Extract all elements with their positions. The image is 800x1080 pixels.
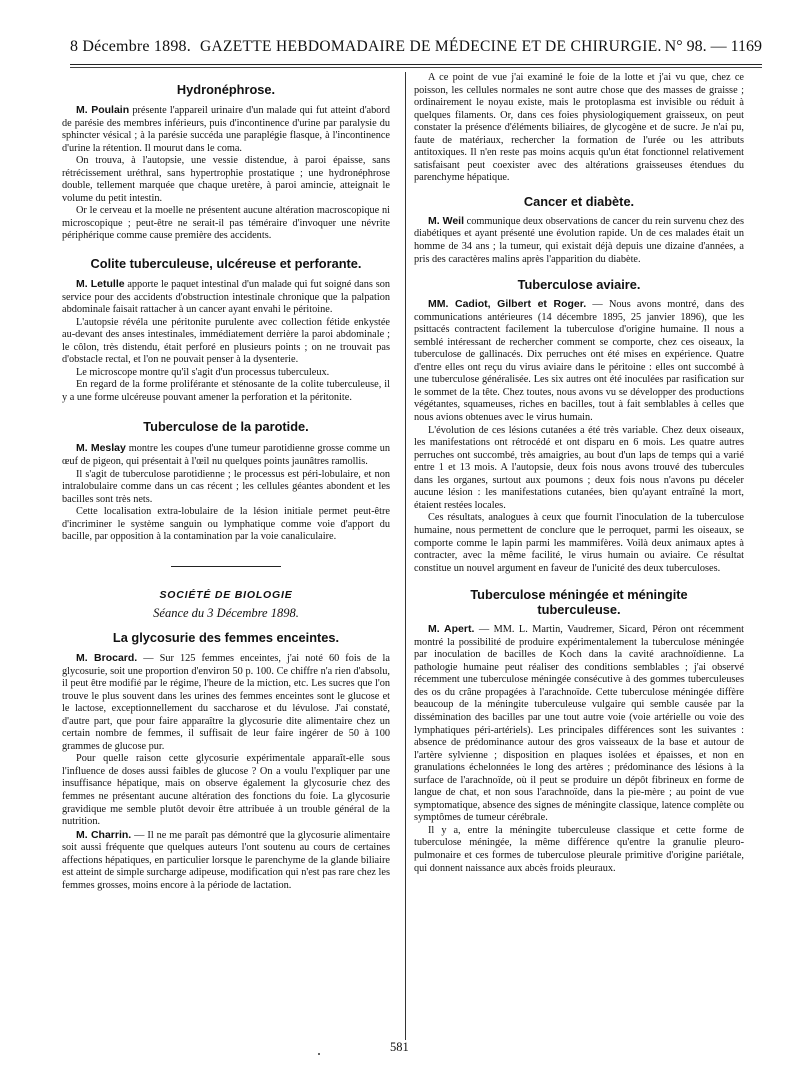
author-name: M. Letulle [76, 278, 125, 291]
header-journal-title: GAZETTE HEBDOMADAIRE DE MÉDECINE ET DE CHIRURGIE. [200, 38, 662, 55]
page-number: 581 [390, 1040, 409, 1054]
right-column [414, 72, 744, 875]
paragraph: M. Weil communique deux observations de cancer du rein survenu chez des diabétiques et ayant présenté une évolution rapide. Un de ces malades était un homme de 34 ans ; la tumeur, qui existait déjà depuis une dizaine d'années, a pris des caractères malins après l'apparition du diabète. [414, 214, 744, 265]
paragraph: M. Brocard. — Sur 125 femmes enceintes, j'ai noté 60 fois de la glycosurie, soit une proportion d'environ 50 p. 100. Ce chiffre n'a rien d'absolu, il peut être modifié par le régime, l'heure de la miction, etc. Les sucres que l'on trouve le plus souvent dans les urines des femmes enceintes sont le glucose et le lactose, exceptionnellement du saccharose et du lévulose. J'ai constaté, d'autre part, que pour faire apparaître la glycosurie dite alimentaire chez un certain nombre de femmes, il suffisait de leur faire ingérer de 50 à 100 grammes de glucose pur. [62, 651, 390, 752]
author-name: M. Poulain [76, 104, 130, 116]
section-title-tuberculose-meningee: Tuberculose méningée et méningite tuberculeuse. [470, 587, 688, 618]
running-header [70, 36, 762, 58]
paragraph: Il y a, entre la méningite tuberculeuse classique et cette forme de tuberculose méningée, la même différence qu'entre la granulie pleuro-pulmonaire et ces formes de tuberculose pleurale primitive d'origine pariétale, qui donnent naissance aux abcès froids pleuraux. [414, 824, 744, 874]
header-rule-thin [70, 67, 762, 68]
section-title-colite: Colite tuberculeuse, ulcéreuse et perforante. [90, 256, 362, 272]
column-divider [405, 72, 406, 1040]
paragraph: M. Poulain présente l'appareil urinaire d'un malade qui fut atteint d'abord de parésie des membres inférieurs, puis d'incontinence d'urine par paralysie du sphincter vésical ; à la parésie succéda une paraplégie flasque, à l'incontinence d'urine la rétention. Il mourut dans le coma. [62, 104, 391, 154]
section-title-cancer-diabete: Cancer et diabète. [523, 193, 635, 209]
paragraph: L'autopsie révéla une péritonite purulente avec collection fétide enkystée au-devant des anses intestinales, immédiatement derrière la paroi abdominale ; le côlon, très distendu, était perforé en plusieurs points ; on ne trouvait pas d'obstacle rectal, et l'on ne pouvait penser à la dysenterie. [62, 316, 390, 366]
paragraph: L'évolution de ces lésions cutanées a été très variable. Chez deux oiseaux, les manifestations ont rétrocédé et ont disparu en 6 mois. Les quatre autres perruches ont succombé, très amaigries, au bout d'un laps de temps qui a varié entre 1 et 13 mois. A l'autopsie, deux fois nous avons trouvé des tubercules dans les organes, surtout aux poumons ; deux fois nous n'avons pu déceler aucune lésion : les manifestations cutanées, bien qu'ayant entraîné la mort, étaient restées locales. [414, 424, 744, 511]
paragraph: Il s'agit de tuberculose parotidienne ; le processus est péri-lobulaire, et non intralobulaire comme dans un cas récent ; les cellules géantes abondent et les bacilles sont très nets. [62, 468, 390, 505]
author-name: M. Meslay [76, 442, 126, 455]
header-rule [70, 64, 762, 65]
paragraph: Cette localisation extra-lobulaire de la lésion initiale permet peut-être d'incriminer le système sanguin ou lymphatique comme voie d'apport du bacille, par opposition à la contamination par la voie canaliculaire. [62, 506, 390, 543]
author-name: MM. Cadiot, Gilbert et Roger. [428, 298, 587, 311]
section-title-hydronephrose: Hydronéphrose. [176, 82, 276, 97]
paragraph: M. Charrin. — Il ne me paraît pas démontré que la glycosurie alimentaire soit aussi fréquente que quelques auteurs l'ont soutenu au cours de certaines affections hépatiques, en particulier lorsque le parenchyme de la glande biliaire est atteint de simple surcharge adipeuse, modification qui n'est pas rare chez les femmes grosses, moins encore à la période de lactation. [62, 828, 391, 891]
left-column [62, 72, 390, 892]
printer-mark [318, 1053, 320, 1055]
paragraph: Pour quelle raison cette glycosurie expérimentale apparaît-elle sous l'influence de doses aussi faibles de glucose ? On a voulu l'expliquer par une insuffisance hépatique, mais on observe également la glycosurie chez des femmes ne présentant aucune altération des fonctions du foie. La glycosurie gravidique me semble plutôt devoir être attribuée à un trouble général de la nutrition. [62, 753, 390, 828]
paragraph: Ces résultats, analogues à ceux que fournit l'inoculation de la tuberculose humaine, nous permettent de conclure que le perroquet, parmi les oiseaux, se comporte comme le lapin parmi les mammifères. Voilà deux animaux aptes à contracter, avec la même facilité, le virus humain ou aviaire. Ce résultat constitue un nouvel argument en faveur de l'unicité des deux tuberculoses. [414, 512, 744, 574]
author-name: M. Weil [428, 214, 465, 227]
paragraph: On trouva, à l'autopsie, une vessie distendue, à paroi épaisse, sans rétrécissement uréthral, sans hypertrophie prostatique ; une hydronéphrose double, tellement marquée que chaque uretère, à paroi amincie, atteignait le volume du petit intestin. [62, 155, 390, 204]
paragraph: En regard de la forme proliférante et sténosante de la colite tuberculeuse, il y a une forme ulcéreuse pouvant amener la perforation et la péritonite. [62, 379, 390, 403]
section-title-tuberculose-aviaire: Tuberculose aviaire. [517, 277, 641, 293]
paragraph: MM. Cadiot, Gilbert et Roger. — Nous avons montré, dans des communications antérieures (14 décembre 1895, 25 janvier 1896), que les psittacés contractent facilement la tuberculose d'origine humaine. Il nous a semblé intéressant de rechercher comment se comporte, chez ces oiseaux, la tuberculose de gallinacés. Dix perruches ont été mises en expérience. Quatre d'entre elles ont reçu du virus aviaire dans le péritoine : elles ont succombé à une tuberculose généralisée. Les six autres ont été inoculées par rasification sur le sommet de la tête. Chez toutes, nous avons vu se développer des productions végétantes, squameuses, riches en bacilles, tout à fait semblables à celles que nous avions obtenues avec le virus humain. [414, 298, 745, 424]
society-heading: SOCIÉTÉ DE BIOLOGIE [159, 588, 293, 601]
paragraph: M. Apert. — MM. L. Martin, Vaudremer, Sicard, Péron ont récemment montré la possibilité de produire expérimentalement la tuberculose méningée par inoculation de bacilles de Koch dans la cavité arachnoïdienne. La pathologie humaine peut réaliser des conditions semblables ; j'ai observé récemment une tuberculose méningée consécutive à des gommes tuberculeuses des os du crâne propagées à l'arachnoïde. Cette tuberculose méningée diffère beaucoup de la méningite tuberculeuse vulgaire qui semble causée par la dissémination des bacilles par une tout autre voie (voie artérielle ou voie des lymphatiques péri-artériels). Les principales différences sont les suivantes : absence de prédominance autour des gros vaisseaux de la base et autour de l'artère sylvienne ; disposition en plaques isolées et épaisses, et non en granulations échelonnées le long des artères ; prédominance des lésions à la surface de l'arachnoïde, où il peut se produire un dépôt fibrineux en forme de langue de chat, et non sous l'arachnoïde, dans la pie-mère ; au point de vue symptomatique, absence des signes de méningite classique, latence complète ou symptômes de tumeur cérébrale. [414, 623, 745, 824]
paragraph: Le microscope montre qu'il s'agit d'un processus tuberculeux. [76, 366, 330, 378]
session-date: Séance du 3 Décembre 1898. [153, 606, 299, 621]
paragraph: Or le cerveau et la moelle ne présentent aucune altération macroscopique ni microscopique ; peut-être ne serait-il pas téméraire d'invoquer une névrite périphérique comme cause première des accidents. [62, 205, 390, 242]
header-date: 8 Décembre 1898. [70, 38, 191, 55]
paragraph: M. Meslay montre les coupes d'une tumeur parotidienne grosse comme un œuf de pigeon, qui présentait à l'œil nu quelques points jaunâtres ramollis. [62, 442, 391, 468]
paragraph: M. Letulle apporte le paquet intestinal d'un malade qui fut soigné dans son service pour des accidents d'obstruction intestinale chronique que la palpation abdominale faisait rattacher à un cancer ayant envahi le péritoine. [62, 278, 390, 316]
author-name: M. Apert. [428, 623, 475, 636]
section-title-glycosurie: La glycosurie des femmes enceintes. [112, 629, 340, 645]
section-title-parotide: Tuberculose de la parotide. [143, 419, 309, 435]
paragraph: A ce point de vue j'ai examiné le foie de la lotte et j'ai vu que, chez ce poisson, les cellules normales ne sont autre chose que des masses de graisse ; ordinairement le noyau existe, mais le protoplasma est invisible ou réduit à quelques filaments. Or, dans ces foies physiologiquement graisseux, on peut constater la présence d'éléments biliaires, de glycogène et de sucre. Je n'ai pu, faute de matériaux, rechercher la formation de l'urée ou les attributs antitoxiques. Il n'en reste pas moins acquis qu'un état fonctionnel relativement satisfaisant peut coexister avec des altérations graisseuses étendues du parenchyme hépatique. [414, 72, 744, 184]
author-name: M. Charrin. [76, 828, 132, 841]
author-name: M. Brocard. [76, 651, 138, 664]
header-issue-number: N° 98. — 1169 [664, 38, 762, 55]
